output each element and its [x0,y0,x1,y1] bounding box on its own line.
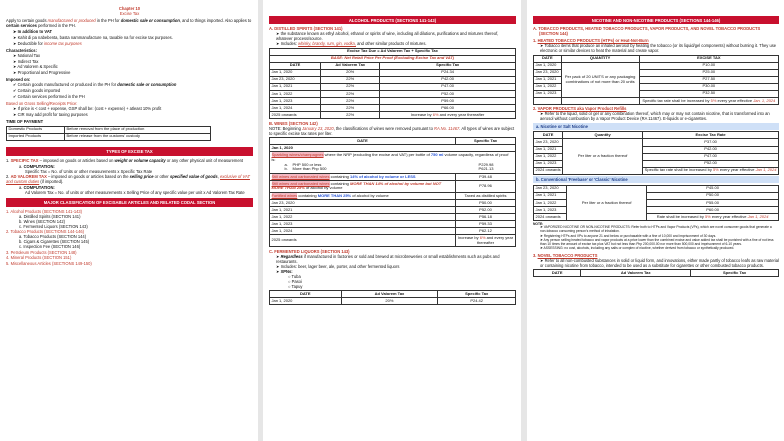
list-item: ✔ Certain goods manufactured or produced in the PH for domestic sale or consumption [13,82,177,88]
table-row: Jan 1, 2023 P59.33 [270,221,516,228]
list-item: 4. Mineral Products (SECTION 151) [6,255,72,261]
major-list [6,209,253,266]
table-row: Jan 1, 2021 P42.00 [534,146,779,153]
freebase-table [533,185,779,221]
list-item: ➤ VAPORIZED NICOTINE OR NON-NICOTINE PRODUCTS: Refer both to HTPs and Vapor Products (VPs), which are novel consumer goods that generate a non-tobacco consuming person's method of inhalation. [540,225,772,234]
list-item: ➤ Registering HTPs and VPs to anyone 21 and below or purchasable with a fine of 10,000 and imprisonment of 30 days. [540,233,717,238]
table-row: Jan 1, 2022 22% P52.00 [270,90,516,97]
htp-title: 1. HEATED TOBACCO PRODUCTS (HTPs) or Heat-Not-Burn [533,38,649,44]
note-label: NOTE: [533,221,544,226]
freebase-subheading: b. Conventional 'Freebase' or 'Classic' Nicotine [533,176,779,183]
page-3 [527,0,784,441]
table-row: Jan 1, 2023 P52.00 [534,160,779,167]
table-row: DATE Ad Valorem Tax Specific Tax [270,62,516,69]
table-row: Jan 23, 2020 Per liter or a fraction thereof P45.00 [534,185,779,192]
list-item: 1. Alcohol Products (SECTIONS 141-143) a. Distilled Spirits (SECTION 141) b. Wines (SECTION 142) c. Fermented Liquors (SECTION 143) [6,208,88,229]
table-row: Jan 1, 2021 P50.00 [534,192,779,199]
xpn-list: ○ Tuba ○ Pasoi ○ Tapuy [288,273,303,289]
distilled-includes: ➤ Includes: whisky, brandy, rum, gin, vodka, and other similar products of mixtures. [276,41,427,47]
page-2 [263,0,521,441]
distilled-def: ➤ the substance known as ethyl alcohol, ethanol or spirits of wine, including all dilutions, purifications and mixtures thereof, whatever process/source. [276,31,499,42]
time-of-payment-title: TIME OF PAYMENT [6,119,44,125]
table-row: Jan 23, 2020 P25.00 [534,69,779,76]
list-item: 3. Petroleum Products (SECTION 148) [6,249,77,255]
table-row: Jan 1, 2022 P47.00 [534,153,779,160]
table-row: Jan 1, 2021 P52.00 [270,207,516,214]
table-row: Jan 1, 2022 P55.00 [534,199,779,206]
table-row: 2025 onwards 22% Increase by 6% and every year thereafter [270,112,516,119]
novel-def: ➤ Refer to all non-combusted substances in solid or liquid form, and innovations, either made partly of tobacco leafs as raw material or containing nicotine from tobacco, intended to be used as a substitute for cigarettes or other combusted tobacco products. [540,257,779,268]
list-item: ➤ National Tax [13,53,41,59]
list-item: 5. Miscellaneous Articles (SECTIONS 149-150) [6,260,92,266]
fermented-item-2: ➤ Includes: beer, lager beer, ale, porter, and other fermented liquors [276,263,400,269]
nicotine-salt-subheading: a. Nicotine or Salt Nicotine [533,123,779,130]
chapter-subtitle: Excise Tax [119,10,140,16]
fermented-title: C. FERMENTED LIQUORS (SECTION 143) [269,248,350,254]
table-row: Jan 1, 2020 Per pack of 20 UNITS or any packaging combinations of not more than 20 units P10.00 [534,62,779,69]
tobacco-title: A. TOBACCO PRODUCTS, HEATED TOBACCO PRODUCTS, VAPOR PRODUCTS, AND NOVEL TOBACCO PRODUCTS (SECTION 144) [533,26,761,37]
major-classification-bar: MAJOR CLASSIFICATION OF EXCISABLE ARTICLES AND RELATED CODAL SECTION [6,198,253,206]
table-row: Jan 1, 2023 P60.00 [534,206,779,213]
table-row: Jan 1, 2021 P27.50 [534,76,779,83]
table-row: Jan 1, 2022 P30.00 [534,83,779,90]
characteristics-list [6,53,253,75]
page-1 [0,0,258,441]
vapor-title: 2. VAPOR PRODUCTS aka Vapor Product Refills [533,106,627,112]
table-row: 2024 onwards Rate shall be increased by 5% every year effective Jan 1, 2024 [534,214,779,221]
list-item: ➤ Indirect Tax [13,58,39,64]
table-row: Still wines and carbonated wines containing 14% of alcohol by volume or LESS P39.48 [270,173,516,180]
chapter-title: Chapter 10 [118,6,141,11]
list-item: ✔ Certain services performed in the PH [13,93,85,99]
list-item: ➤ Deductible for income tax purposes [13,40,82,46]
distilled-table: Excise Tax Due = Ad Valorem Tax + Specific Tax BASE: Net Retail Price Per Proof (Excluding Excise Tax and VAT) DATE Ad Valorem Tax Specific Tax Jan 1, 2020 20% P24.34 Jan 23, 2020 22% P42.00 Jan 1, 2021 22% P47.00 Jan 1, 2022 22% P52.00 Jan 1, 2023 22% P59.00 Jan 1, 2024 22% P66.00 2025 onwards 22% Increase by 6% and every year thereafter [269,48,516,120]
list-item: ➤ If price is < cost + expense, GSP shall be: (cost + expense) + atleast 10% profit [13,106,162,112]
table-row: DATE Ad Valorem Tax Specific Tax [270,291,516,298]
table-row: 2024 onwards Specific tax rate shall be increased by 5% every year effective Jan 1, 2024 [534,167,779,174]
list-item: ➤ ASSESSING: no cost, alcohols, including any salts or complex of nicotine, whether derived from tobacco or synthetically produced. [540,246,735,251]
htp-def: ➤ Tobacco items that produce an inhaled aerosol by heating the tobacco (or its liquid/gel components) without burning it. They use electronic or similar devices to heat the material and create vapor. [540,43,777,54]
table-row: Jan 1, 2024 P62.12 [270,228,516,235]
htp-table [533,55,779,105]
table-row: Jan 1, 2021 22% P47.00 [270,83,516,90]
intro-bullets [6,29,253,45]
table-row: Jan 1, 2023 P32.50 [534,90,779,97]
list-item: ➤ In addition to VAT [13,29,52,35]
notes-list [533,226,779,250]
fermented-item-1: ➤ Regardless if manufactured in factories or sold and brewed at microbreweries or small establishments such as pubs and restaurants. [276,253,500,264]
novel-table [533,269,779,277]
table-row: Jan 23, 2020 Per liter or a fraction thereof P37.00 [534,139,779,146]
ad-valorem-comp-label: a. COMPUTATION: [19,185,55,191]
ad-valorem-def: 2. AD VALOREM TAX – imposed on goods or articles based on the selling price or other specified value of goods, exclusive of VAT and custom duties (if imported). [6,174,250,184]
types-section-bar: TYPES OF EXCISE TAX [6,147,253,155]
list-item: ➤ CIR may add profit for taxing purposes [13,111,88,117]
table-row: DATE Specific Tax [270,138,516,145]
nicotine-section-bar: NICOTINE AND NON-NICOTINE PRODUCTS (SECTIONS 144-146) [533,16,779,24]
wines-note: NOTE: Beginning January 23, 2020, the classifications of wines were removed pursuant to RA No. 11467. All types of wines are subject to specific excise tax rates per liter. [269,125,515,136]
table-row: Domestic Products Before removal from the place of production [7,126,211,133]
list-item: ➤ Proportional and Progressive [13,69,71,75]
table-row: Still wines and carbonated wines containing MORE THAN 14% of alcohol by volume but NOT MORE THAN 25% of alcohol by volume P78.96 [270,181,516,193]
list-item: ➤ Ad Valorem & Specific [13,64,58,70]
characteristics-title: Characteristics: [6,48,37,54]
table-row: DATE Ad Valorem Tax Specific Tax [534,270,779,277]
nicotine-salt-table [533,131,779,174]
table-row: Specific tax rate shall be increased by 5% every year effective Jan. 1, 2024 [534,97,779,104]
specific-tax-def: 1. SPECIFIC TAX – imposed on goods or articles based on weight or volume capacity or any other physical unit of measurement [6,157,244,163]
imposed-list [6,82,253,98]
list-item: ➤ Kahit di pa nabebenta, basta nammanufacture na, taxable na for excise tax purposes. [13,35,173,41]
specific-formula: Specific Tax = No. of Units or other measurements x Specific Tax Rate [25,169,153,175]
distilled-title: A. DISTILLED SPIRITS (SECTION 141) [269,26,343,32]
ad-valorem-formula: Ad Valorem Tax = No. of units or other measurements x Selling Price of any specific value per unit x Ad Valorem Tax Rate [25,190,245,196]
wines-title: B. WINES (SECTION 142) [269,120,318,126]
gross-list [6,106,253,117]
novel-title: 3. NOVEL TOBACCO PRODUCTS [533,252,598,258]
table-row: Fortified wines containing MORE THAN 25% of alcohol by volume Taxed as distilled spirits [270,192,516,199]
table-row: Jan 1, 2020 20% P24.42 [270,298,516,305]
table-row: Jan 1, 2023 22% P59.00 [270,98,516,105]
alcohol-section-bar: ALCOHOL PRODUCTS (SECTIONS 141-143) [269,16,516,24]
table-row: Jan 1, 2020 20% P24.34 [270,69,516,76]
wines-table: DATE Specific Tax Jan 1, 2020 Sparkling wines/champagnes where the NRP (excluding the excise and VAT) per bottle of 750 ml volume capacity, regardless of proof is: a. PHP 500 or less P229.98 b. More than Php 500 P621.13 Still wines and carbonated wines containing 14% of alcohol by volume or LESS P39.48 Still wines and carbonated wines containing MORE THAN 14% of alcohol by volume but NOT MORE THAN 25% of alcohol by volume P78.96 Fortified wines containing MORE THAN 25% of alcohol by volume Taxed as distilled spirits Jan 23, 2020 P50.00 Jan 1, 2021 P52.00 Jan 1, 2022 P56.18 Jan 1, 2023 P59.33 Jan 1, 2024 P62.12 2025 onwards Increase by 6% and every year thereafter [269,137,516,247]
list-item: 2. Tobacco Products (SECTIONS 144-146) a. Tobacco Products (SECTION 144) b. Cigars & Cigarettes (SECTION 145) c. Inspection Fee (SECTION 146) [6,229,90,250]
table-row: Jan 1, 2024 22% P66.00 [270,105,516,112]
imposed-title: Imposed on: [6,77,31,83]
table-row: Jan 1, 2022 P56.18 [270,214,516,221]
fermented-table [269,290,516,305]
fermented-item-3: ➤ XPNs: [276,268,293,274]
specific-comp-label: a. COMPUTATION: [19,164,55,170]
gross-title: Based on Gross Selling/Receipts Price: [6,101,78,107]
table-row: 2025 onwards Increase by 6% and every year thereafter [270,235,516,247]
table-row: Jan 23, 2020 P50.00 [270,200,516,207]
table-row: Jan 23, 2020 22% P42.00 [270,76,516,83]
intro-paragraph: Apply to certain goods manufactured or produced in the PH for domestic sale or consumption, and to things imported. Also applies to certain services performed in the PH. [6,17,252,28]
table-row: DATE QUANTITY EXCISE TAX [534,55,779,62]
time-of-payment-table [6,126,211,141]
table-row: DATE Quantity Excise Tax Rate [534,132,779,139]
list-item: ✔ Certain goods imported [13,88,61,94]
table-row: Sparkling wines/champagnes where the NRP (excluding the excise and VAT) per bottle of 750 ml volume capacity, regardless of proof is: a. PHP 500 or less P229.98 b. More than Php 500 P621.13 [270,152,516,174]
list-item: ➤ Any person selling heated tobacco and vapor products at a price lower than the combined excise and value added tax shall be punished with a fine of not less than 10 times the amount of excise tax plus VAT but not less than Php 200,000.00 nor more than 500,000 and imprisonment of 6-10 years. [540,237,774,246]
vapor-def: ➤ Refer to the liquid, solid or gel or any combination thereof, which may or may not contain nicotine, that is transformed into an aerosol without combustion by a Vapor Product Device (RA 11467). E-liquids or e-cigarettes. [540,111,770,122]
table-row: Imported Products Before release from the customs' custody [7,133,211,140]
